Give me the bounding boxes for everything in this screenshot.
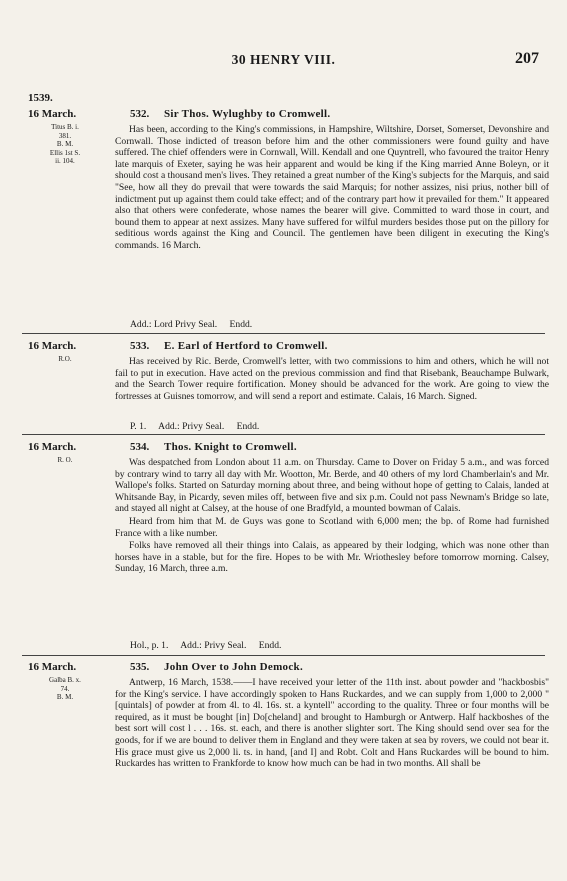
source-ref: Titus B. i.	[51, 123, 79, 131]
entry-heading	[0, 340, 567, 356]
entry-endorsement	[130, 421, 269, 432]
entry-heading	[0, 441, 567, 457]
entry-endorsement	[130, 319, 262, 330]
address-note: Add.: Privy Seal.	[180, 640, 247, 651]
page-header	[0, 50, 567, 74]
source-ref: R. O.	[57, 456, 73, 464]
paragraph: Has been, according to the King's commissions, in Hampshire, Wiltshire, Dorset, Somerset, Devonshire and Cornwall. Those indicted of treason before him and the other commissioners were found guilty and have suffered. The chief offenders were in Cornwall, Will. Kendall and one Quyntrell, who favoured the traitor Henry late marquis of Exeter, saying he was heir apparent and would be king if the King married Anne Boleyn, or it should cost a thousand men's lives. They retained a great number of the King's subjects for the Marquis, and said "See, how all they do prevail that were towards the said Marquis; for nother assizes, nisi prius, nother bill of indictment put up against them could take effect; and of the contrary part how it prevailed for them." It appeared also that others were confederate, whose names the bearer will give. Committed to ward those in court, and bound them to appear at next assizes. Many have suffered for wilful murders besides those put on the pillory for seditious words against the King and Council. The gentlemen have been diligent in executing the King's commands. 16 March.	[115, 124, 549, 251]
section-divider	[22, 434, 545, 435]
source-references	[30, 456, 100, 465]
paragraph: Has received by Ric. Berde, Cromwell's letter, with two commissions to him and others, which he will not fail to put in execution. Have acted on the previous commission and find that Risebank, Beauchampe Bulwark, and the Search Tower require fortification. Money should be advanced for the work. Are going to view the fortresses at Guisnes tomorrow, and will send a report and estimate. Calais, 16 March. Signed.	[115, 356, 549, 402]
source-ref: B. M.	[56, 140, 74, 148]
entry-body	[115, 124, 549, 252]
source-ref: R.O.	[58, 355, 72, 363]
source-ref: ii. 104.	[55, 157, 75, 165]
section-divider	[22, 655, 545, 656]
year-heading: 1539.	[28, 92, 53, 104]
page-number: 207	[515, 50, 539, 67]
address-note: Add.: Lord Privy Seal.	[130, 319, 218, 330]
entry-number: 535.	[130, 661, 150, 673]
entry-body	[115, 457, 549, 575]
paragraph: Heard from him that M. de Guys was gone to Scotland with 6,000 men; the bp. of Rome had furnished France with a like number.	[115, 515, 549, 539]
source-ref: B. M.	[56, 693, 74, 701]
entry-date: 16 March.	[28, 340, 77, 352]
endorsed-note: Endd.	[229, 319, 253, 330]
source-ref: Galba B. x.	[49, 676, 81, 684]
entry-title: John Over to John Demock.	[164, 661, 303, 673]
entry-date: 16 March.	[28, 661, 77, 673]
source-ref: 74.	[60, 684, 70, 693]
source-references	[30, 676, 100, 702]
endorsed-note: Endd.	[258, 640, 282, 651]
entry-title: Thos. Knight to Cromwell.	[164, 441, 297, 453]
paragraph: Was despatched from London about 11 a.m. on Thursday. Came to Dover on Friday 5 a.m., and was forced by contrary wind to tarry all day with Mr. Wootton, Mr. Berde, and 40 others of my lord Chamberlain's and Mr. Wallope's folks. Started on Saturday morning about three, and being without hope of getting to Calais, landed at Whitsande Bay, in Picardy, seven miles off, between five and six p.m. Could not pass Newnam's Bridge so late, and stayed all night at Calsey, at the house of one Bradfyld, a mounted bowman of Calais.	[115, 457, 549, 515]
entry-number: 534.	[130, 441, 150, 453]
entry-title: Sir Thos. Wylughby to Cromwell.	[164, 108, 331, 120]
entry-number: 533.	[130, 340, 150, 352]
entry-title: E. Earl of Hertford to Cromwell.	[164, 340, 328, 352]
entry-date: 16 March.	[28, 441, 77, 453]
pages-note: Hol., p. 1.	[130, 640, 169, 651]
entry-date: 16 March.	[28, 108, 77, 120]
paragraph: Folks have removed all their things into Calais, as appeared by their lodging, which was none other than horses have in a stable, but for the fire. Hopes to be with Mr. Wriothesley before tomorrow morning. Calsey, Sunday, 16 March, three a.m.	[115, 540, 549, 575]
paragraph: Antwerp, 16 March, 1538.——I have received your letter of the 11th inst. about powder and "hackbosbis" for the King's service. I have accordingly spoken to Hans Ruckardes, and we can supply from 1,000 to 2,000 "[quintals] of powder at from 4l. to 4l. 16s. st. a kyntell" according to the quality. Three or four months will be required, as it must be bought [in] Do[cheland] and brought to Hamburgh or Antwerp. Half hackboshes of the best sort will cost l . . . 16s. st. each, and there is another slighter sort. The King should send over sea for the goods, for if we are bound to deliver them in England and they were taken at sea by rovers, we could not bear it. His grace must give us 2,000 li. ts. in hand, [and I] and Robt. Colt and Hans Ruckardes will be bound to him. Ruckardes has written to Frankforde to know how much can be had in two months. All shall be	[115, 677, 549, 770]
section-divider	[22, 333, 545, 334]
entry-heading	[0, 661, 567, 677]
source-references	[30, 123, 100, 166]
source-references	[30, 355, 100, 364]
entry-endorsement	[130, 640, 291, 651]
address-note: Add.: Privy Seal.	[158, 421, 225, 432]
pages-note: P. 1.	[130, 421, 147, 432]
endorsed-note: Endd.	[236, 421, 260, 432]
entry-number: 532.	[130, 108, 150, 120]
source-ref: 381.	[58, 131, 72, 140]
entry-body	[115, 356, 549, 402]
entry-body	[115, 677, 549, 770]
running-title: 30 HENRY VIII.	[231, 52, 336, 67]
entry-heading	[0, 108, 567, 124]
source-ref: Ellis 1st S.	[49, 148, 81, 157]
